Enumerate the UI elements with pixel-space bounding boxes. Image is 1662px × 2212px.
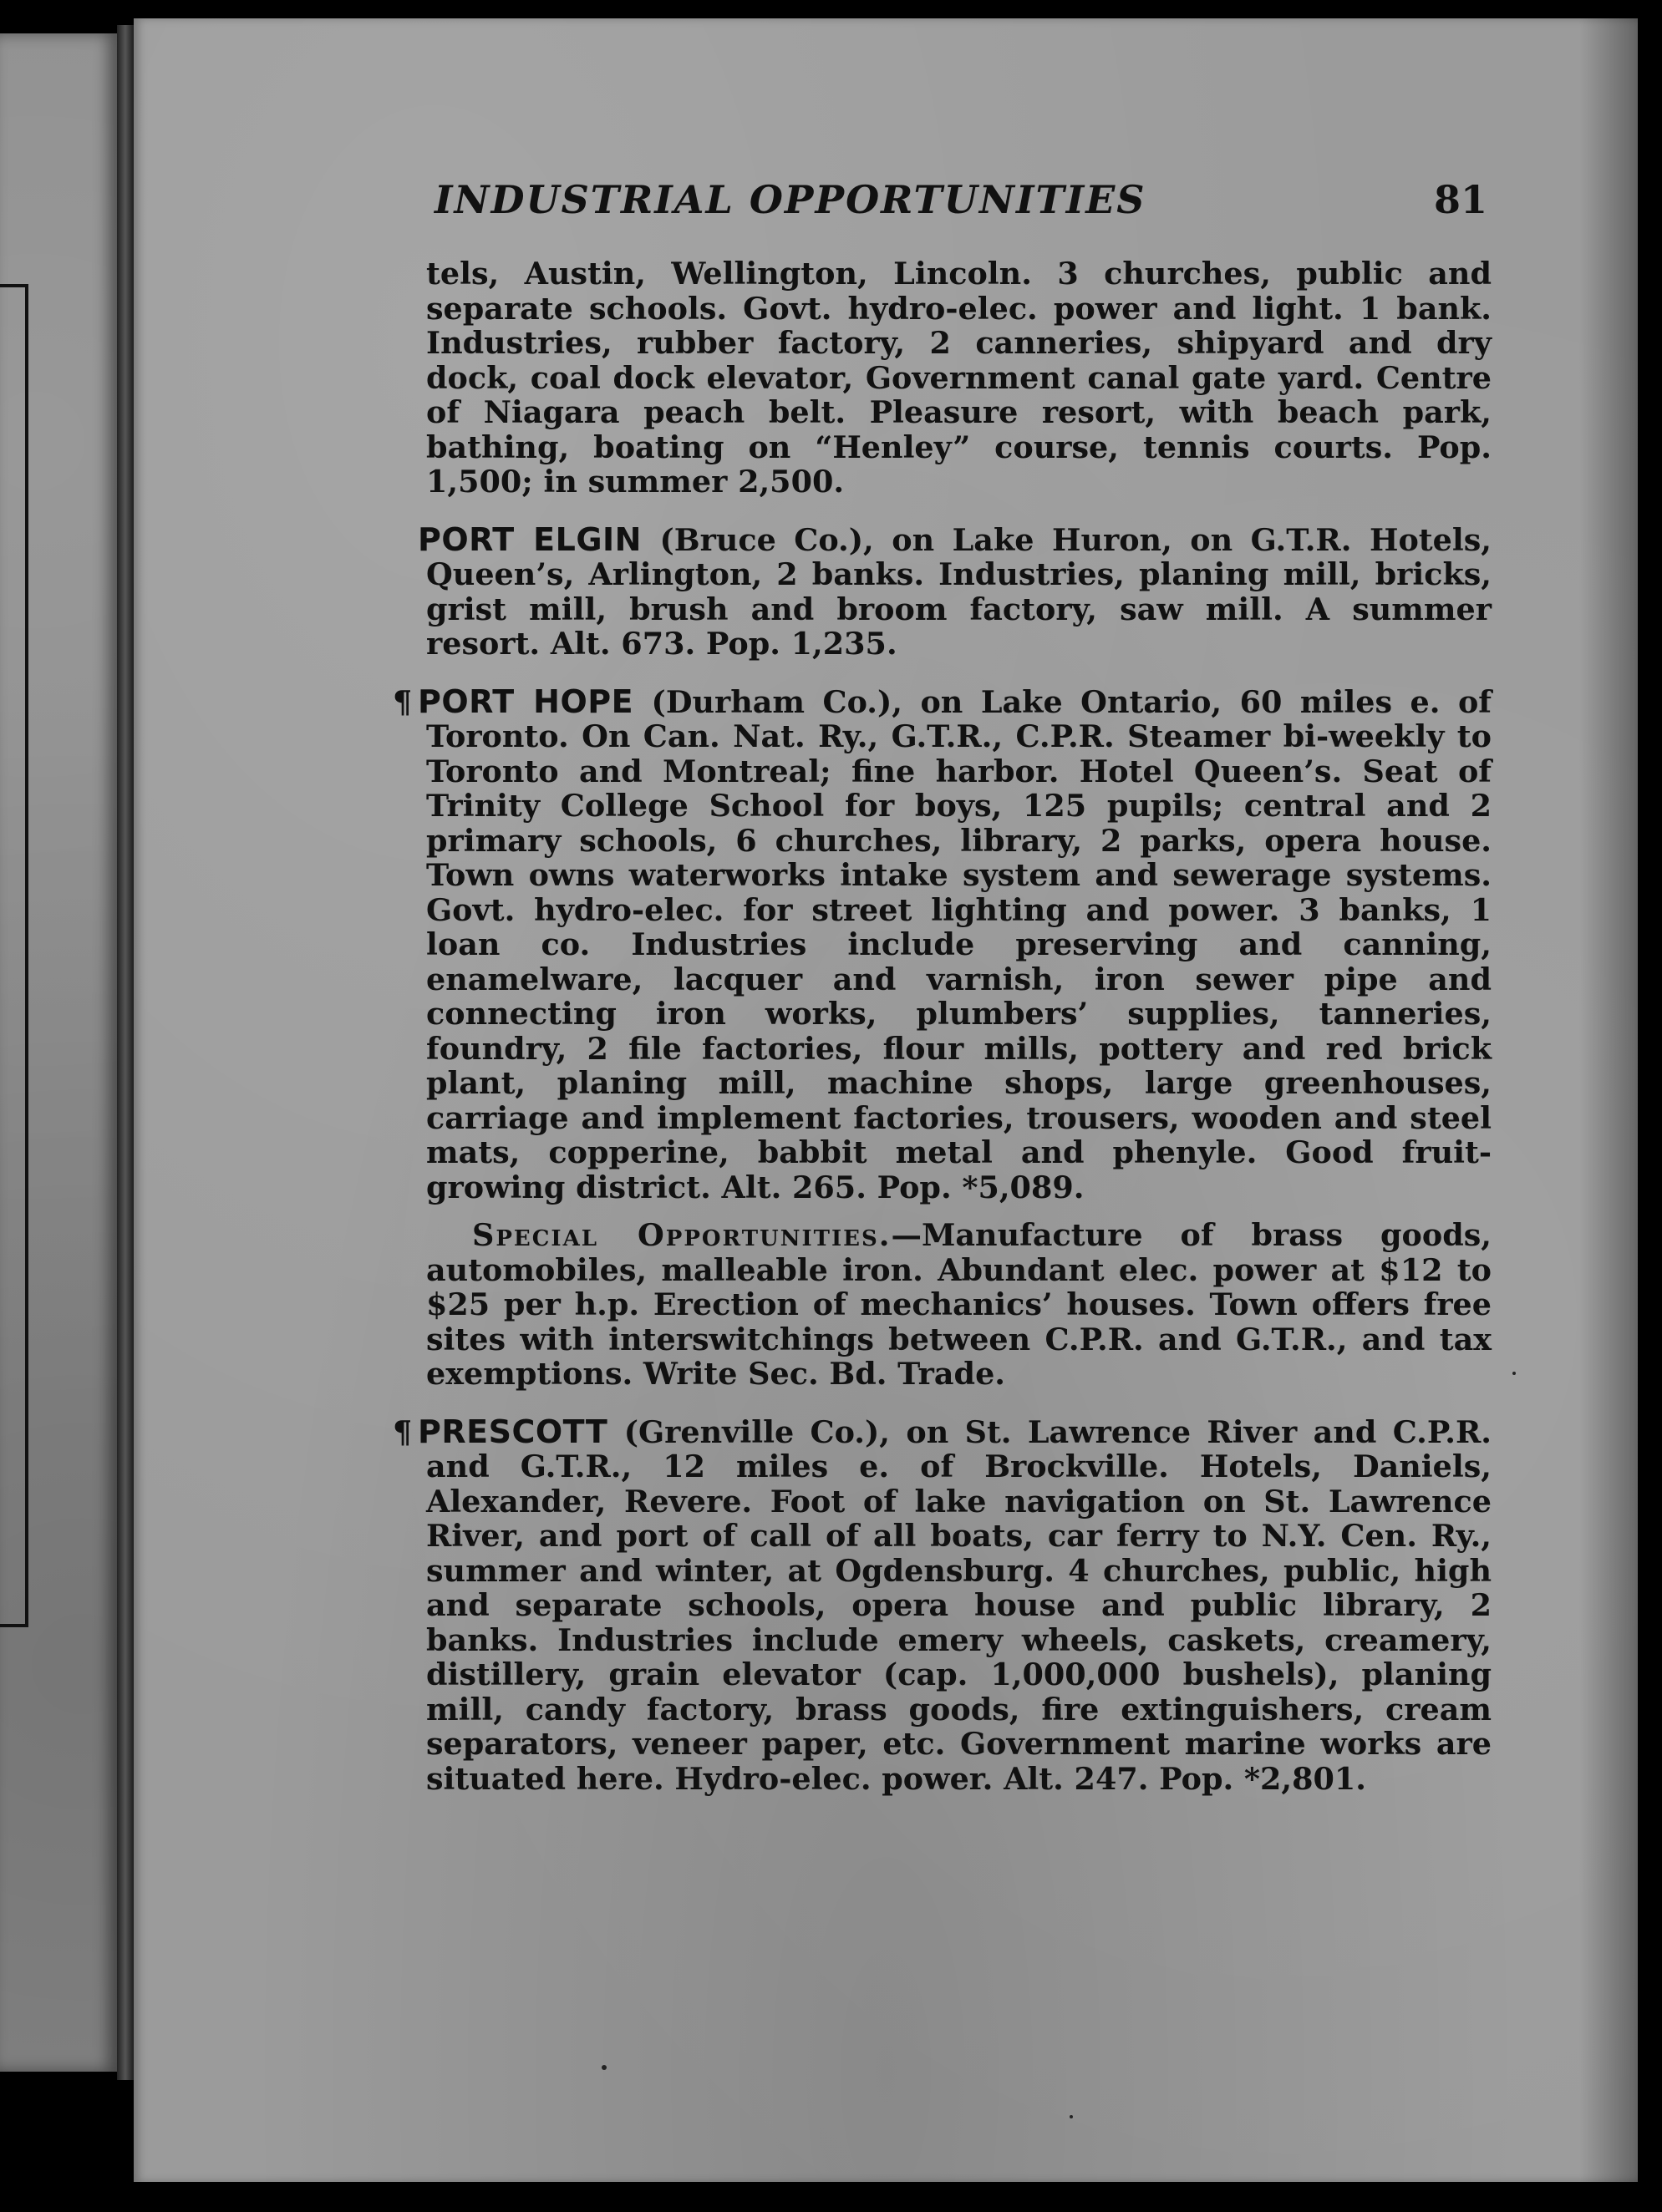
entry-port-hope <box>393 682 1492 1205</box>
special-opportunities <box>418 1218 1492 1392</box>
place-name: PRESCOTT <box>418 1413 608 1450</box>
ink-speck <box>602 2065 607 2070</box>
previous-page-frame <box>0 284 28 1627</box>
entry-text: (Grenville Co.), on St. Lawrence River and C.P.R. and G.T.R., 12 miles e. of Brockville. Hotels, Daniels, Alexander, Revere. Foot of lake navigation on St. Lawrence River, and port of call of all boats, car ferry to N.Y. Cen. Ry., summer and winter, at Ogdensburg. 4 churches, public, high and separate schools, opera house and public library, 2 banks. Industries include emery wheels, caskets, creamery, distillery, grain elevator (cap. 1,000,000 bushels), planing mill, candy factory, brass goods, fire extinguishers, cream separators, veneer paper, etc. Government marine works are situated here. Hydro-elec. power. Alt. 247. Pop. *2,801. <box>426 1413 1492 1797</box>
place-name: PORT HOPE <box>418 682 634 720</box>
running-head <box>435 177 1487 222</box>
pilcrow-mark: ¶ <box>393 683 413 720</box>
running-title: INDUSTRIAL OPPORTUNITIES <box>435 177 1146 222</box>
ink-speck <box>1512 1372 1516 1375</box>
pilcrow-mark: ¶ <box>393 1413 413 1450</box>
book-gutter <box>117 25 135 2080</box>
entry-prescott <box>393 1413 1492 1797</box>
entry-continued <box>418 256 1492 500</box>
place-name: PORT ELGIN <box>418 520 642 558</box>
entry-text: (Durham Co.), on Lake Ontario, 60 miles e. of Toronto. On Can. Nat. Ry., G.T.R., C.P.R. Steamer bi-weekly to Toronto and Montreal; fine harbor. Hotel Queen’s. Seat of Trinity College School for boys, 125 pupils; central and 2 primary schools, 6 churches, library, 2 parks, opera house. Town owns waterworks intake system and sewerage systems. Govt. hydro-elec. for street lighting and power. 3 banks, 1 loan co. Industries include preserving and canning, enamelware, lacquer and varnish, iron sewer pipe and connecting iron works, plumbers’ supplies, tanneries, foundry, 2 file factories, flour mills, pottery and red brick plant, planing mill, machine shops, large greenhouses, carriage and implement factories, trousers, wooden and steel mats, copperine, babbit metal and phenyle. Good fruit-growing district. Alt. 265. Pop. *5,089. <box>426 683 1492 1205</box>
page-body <box>393 256 1492 1797</box>
page-number: 81 <box>1433 177 1487 222</box>
page-binding-shadow <box>1579 18 1638 2182</box>
ink-speck <box>1070 2115 1073 2118</box>
entry-text: (Bruce Co.), on Lake Huron, on G.T.R. Hotels, Queen’s, Arlington, 2 banks. Industries, planing mill, bricks, grist mill, brush and broom factory, saw mill. A summer resort. Alt. 673. Pop. 1,235. <box>426 521 1492 662</box>
special-opportunities-label: Special Opportunities. <box>472 1217 892 1253</box>
entry-text: tels, Austin, Wellington, Lincoln. 3 churches, public and separate schools. Govt. hydro-elec. power and light. 1 bank. Industries, rubber factory, 2 canneries, shipyard and dry dock, coal dock elevator, Government canal gate yard. Centre of Niagara peach belt. Pleasure resort, with beach park, bathing, boating on “Henley” course, tennis courts. Pop. 1,500; in summer 2,500. <box>426 256 1492 500</box>
entry-text: —Manufacture of brass goods, automobiles, malleable iron. Abundant elec. power at $12 to $25 per h.p. Erection of mechanics’ houses. Town offers free sites with interswitchings between C.P.R. and G.T.R., and tax exemptions. Write Sec. Bd. Trade. <box>426 1217 1492 1392</box>
book-page <box>134 18 1638 2182</box>
entry-port-elgin <box>418 520 1492 662</box>
previous-page-edge <box>0 33 117 2072</box>
